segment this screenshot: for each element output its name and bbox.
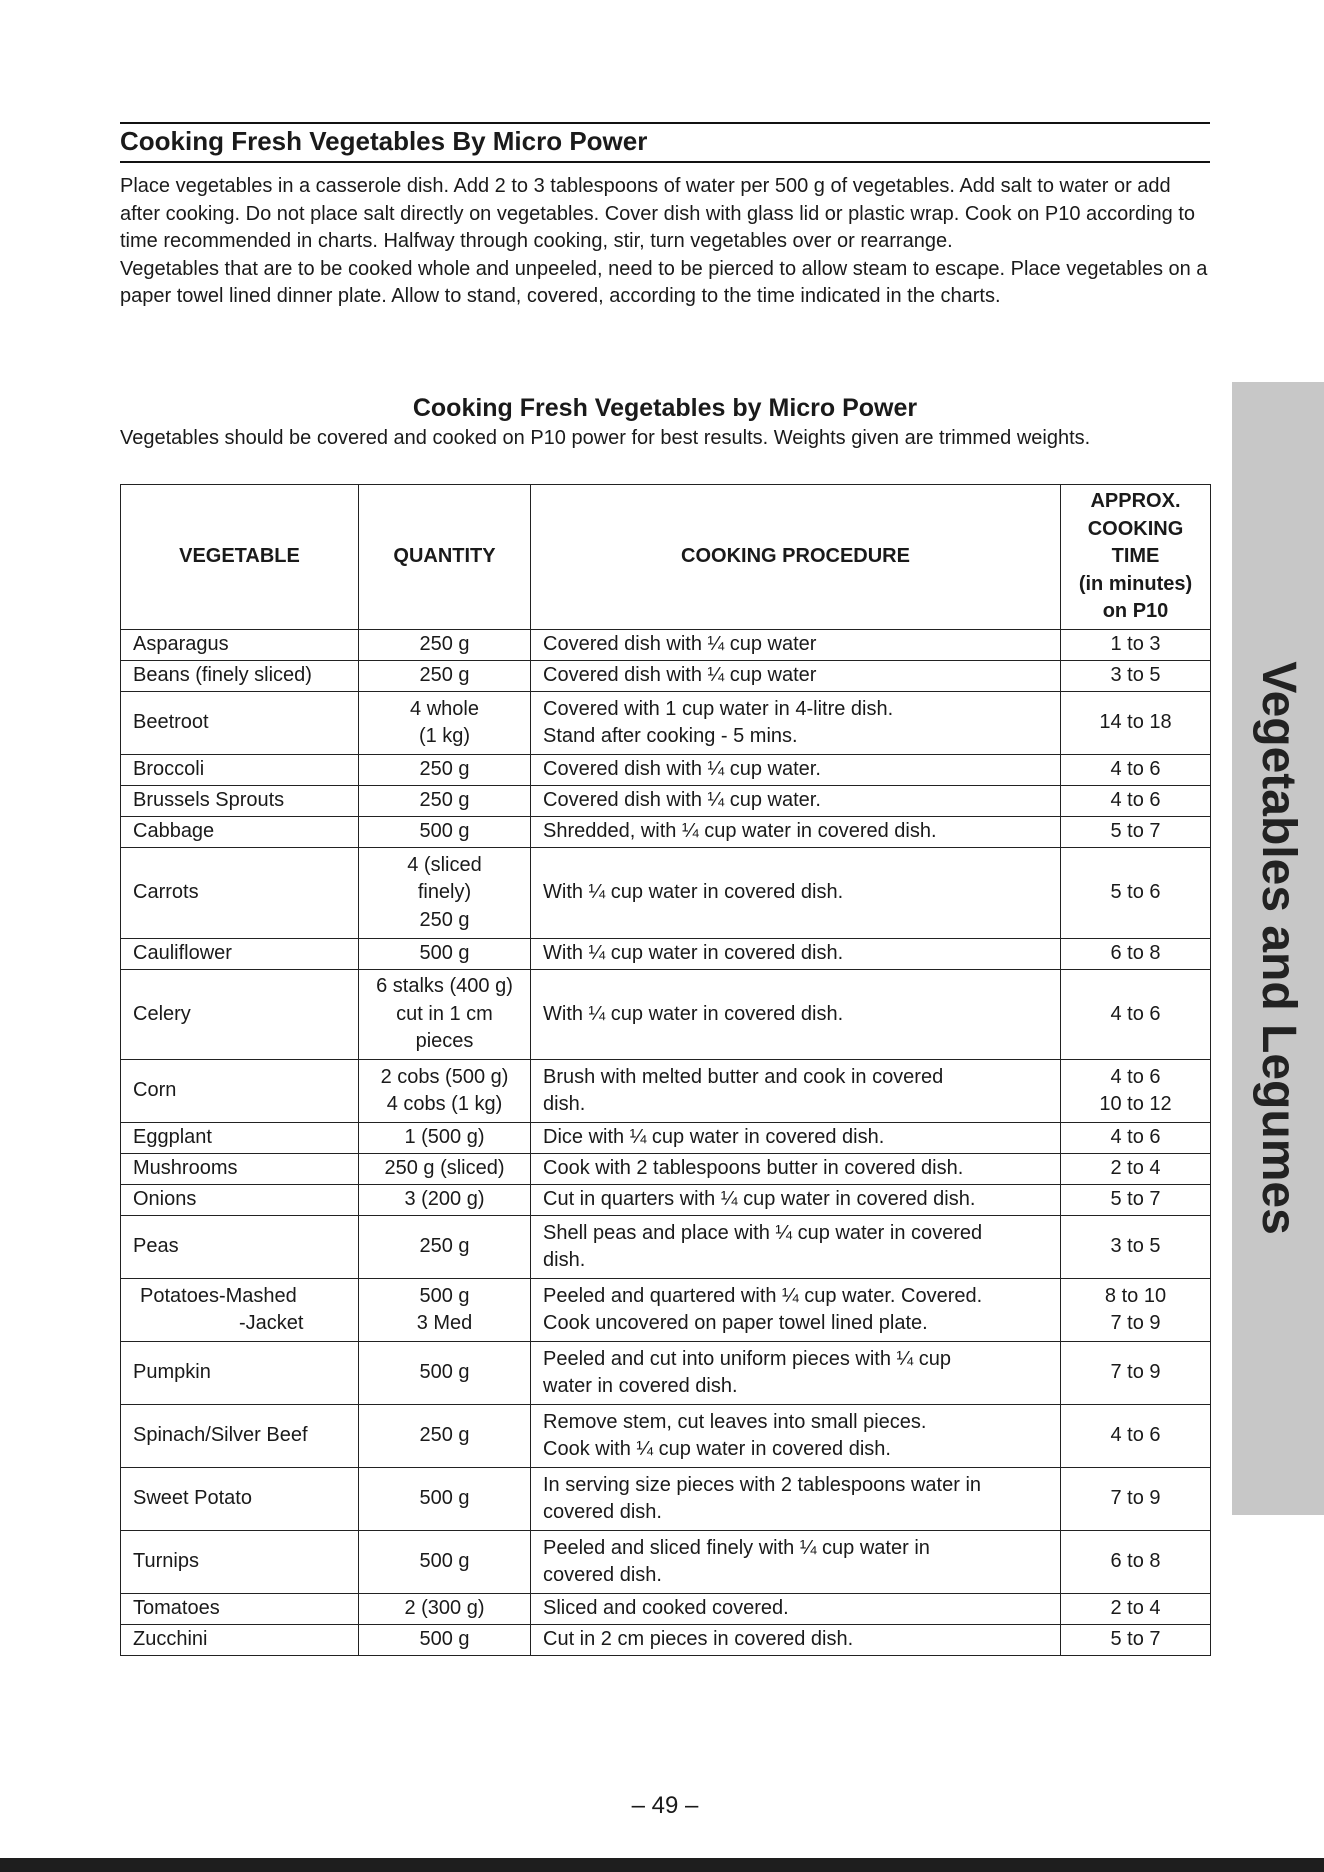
table-row bbox=[121, 786, 1211, 817]
procedure-line: covered dish. bbox=[543, 1564, 662, 1586]
time-line: 4 to 6 bbox=[1110, 1065, 1161, 1088]
vegetable-cell: Onions bbox=[121, 1185, 359, 1216]
vegetable-cooking-table bbox=[120, 484, 1211, 1656]
table-row bbox=[121, 1625, 1211, 1656]
procedure-cell bbox=[531, 1060, 1061, 1123]
procedure-line: dish. bbox=[543, 1093, 586, 1115]
time-cell: 14 to 18 bbox=[1061, 692, 1211, 755]
quantity-cell: 2 (300 g) bbox=[359, 1594, 531, 1625]
quantity-cell: 250 g bbox=[359, 661, 531, 692]
table-row bbox=[121, 1154, 1211, 1185]
quantity-cell bbox=[359, 1279, 531, 1342]
procedure-cell: Dice with ¼ cup water in covered dish. bbox=[531, 1123, 1061, 1154]
procedure-cell: Covered dish with ¼ cup water bbox=[531, 630, 1061, 661]
header-quantity: QUANTITY bbox=[359, 485, 531, 630]
vegetable-cell: Peas bbox=[121, 1216, 359, 1279]
time-cell: 4 to 6 bbox=[1061, 755, 1211, 786]
quantity-cell: 500 g bbox=[359, 817, 531, 848]
quantity-cell: 250 g bbox=[359, 1405, 531, 1468]
time-cell: 4 to 6 bbox=[1061, 969, 1211, 1060]
vegetable-line: -Jacket bbox=[239, 1312, 304, 1334]
quantity-line: 4 (sliced bbox=[407, 853, 482, 876]
procedure-cell: Cut in quarters with ¼ cup water in covered dish. bbox=[531, 1185, 1061, 1216]
quantity-cell bbox=[359, 969, 531, 1060]
table-row bbox=[121, 1342, 1211, 1405]
table-row bbox=[121, 1405, 1211, 1468]
procedure-cell bbox=[531, 1342, 1061, 1405]
procedure-line: Brush with melted butter and cook in covered bbox=[543, 1065, 944, 1088]
table-row bbox=[121, 1468, 1211, 1531]
title-rule-top bbox=[120, 122, 1210, 124]
vegetable-cell: Brussels Sprouts bbox=[121, 786, 359, 817]
quantity-cell: 250 g bbox=[359, 1216, 531, 1279]
procedure-line: Peeled and quartered with ¼ cup water. Covered. bbox=[543, 1284, 983, 1307]
procedure-cell: With ¼ cup water in covered dish. bbox=[531, 848, 1061, 939]
quantity-cell: 500 g bbox=[359, 938, 531, 969]
quantity-cell bbox=[359, 692, 531, 755]
table-row bbox=[121, 692, 1211, 755]
intro-paragraph: Vegetables that are to be cooked whole and unpeeled, need to be pierced to allow steam to escape. Place vegetables on a paper towel lined dinner plate. Allow to stand, covered, according to the time indicated in the charts. bbox=[120, 257, 1208, 307]
procedure-cell: Covered dish with ¼ cup water bbox=[531, 661, 1061, 692]
time-cell: 6 to 8 bbox=[1061, 1531, 1211, 1594]
intro-paragraph: Place vegetables in a casserole dish. Add 2 to 3 tablespoons of water per 500 g of vegetables. Add salt to water or add after cooking. Do not place salt directly on vegetables. Cover dish with glass lid or plastic wrap. Cook on P10 according to time recommended in charts. Halfway through cooking, stir, turn vegetables over or rearrange. bbox=[120, 175, 1195, 252]
vegetable-cell: Carrots bbox=[121, 848, 359, 939]
time-cell: 4 to 6 bbox=[1061, 1405, 1211, 1468]
procedure-cell bbox=[531, 1216, 1061, 1279]
table-body bbox=[121, 630, 1211, 1656]
time-cell: 5 to 7 bbox=[1061, 1625, 1211, 1656]
procedure-cell: Cook with 2 tablespoons butter in covered dish. bbox=[531, 1154, 1061, 1185]
bottom-band bbox=[0, 1858, 1324, 1872]
procedure-line: Shell peas and place with ¼ cup water in covered bbox=[543, 1221, 983, 1244]
vegetable-cell: Pumpkin bbox=[121, 1342, 359, 1405]
page-number: – 49 – bbox=[631, 1792, 699, 1819]
quantity-line: 500 g bbox=[419, 1284, 470, 1307]
header-vegetable: VEGETABLE bbox=[121, 485, 359, 630]
quantity-cell: 250 g bbox=[359, 755, 531, 786]
procedure-cell: Shredded, with ¼ cup water in covered dish. bbox=[531, 817, 1061, 848]
quantity-cell: 1 (500 g) bbox=[359, 1123, 531, 1154]
procedure-line: dish. bbox=[543, 1249, 586, 1271]
vegetable-cell: Turnips bbox=[121, 1531, 359, 1594]
time-cell: 7 to 9 bbox=[1061, 1468, 1211, 1531]
time-cell bbox=[1061, 1060, 1211, 1123]
vegetable-cell: Celery bbox=[121, 969, 359, 1060]
table-note: Vegetables should be covered and cooked on P10 power for best results. Weights given are trimmed weights. bbox=[120, 427, 1091, 449]
section-title: Cooking Fresh Vegetables By Micro Power bbox=[120, 126, 648, 156]
header-time bbox=[1061, 485, 1211, 630]
intro-text bbox=[120, 173, 1210, 311]
table-row bbox=[121, 630, 1211, 661]
vegetable-cell: Sweet Potato bbox=[121, 1468, 359, 1531]
procedure-line: Peeled and sliced finely with ¼ cup water in bbox=[543, 1536, 930, 1559]
procedure-line: Cook uncovered on paper towel lined plate. bbox=[543, 1312, 928, 1334]
table-row bbox=[121, 1123, 1211, 1154]
table-row bbox=[121, 848, 1211, 939]
quantity-cell bbox=[359, 848, 531, 939]
vegetable-cell: Beans (finely sliced) bbox=[121, 661, 359, 692]
procedure-cell: With ¼ cup water in covered dish. bbox=[531, 969, 1061, 1060]
procedure-cell bbox=[531, 692, 1061, 755]
quantity-cell: 250 g bbox=[359, 630, 531, 661]
table-row bbox=[121, 1216, 1211, 1279]
quantity-cell: 500 g bbox=[359, 1468, 531, 1531]
quantity-cell: 3 (200 g) bbox=[359, 1185, 531, 1216]
time-cell bbox=[1061, 1279, 1211, 1342]
vegetable-cell: Mushrooms bbox=[121, 1154, 359, 1185]
quantity-cell: 250 g bbox=[359, 786, 531, 817]
vegetable-cell: Eggplant bbox=[121, 1123, 359, 1154]
header-time-line: on P10 bbox=[1102, 600, 1169, 623]
time-cell: 7 to 9 bbox=[1061, 1342, 1211, 1405]
procedure-line: covered dish. bbox=[543, 1501, 662, 1523]
table-row bbox=[121, 661, 1211, 692]
procedure-line: Stand after cooking - 5 mins. bbox=[543, 725, 798, 747]
vegetable-cell: Spinach/Silver Beef bbox=[121, 1405, 359, 1468]
procedure-line: water in covered dish. bbox=[543, 1375, 738, 1397]
table-header-row bbox=[121, 485, 1211, 630]
quantity-cell: 500 g bbox=[359, 1342, 531, 1405]
quantity-line: 3 Med bbox=[416, 1312, 473, 1334]
procedure-cell: Sliced and cooked covered. bbox=[531, 1594, 1061, 1625]
side-tab-label: Vegetables and Legumes bbox=[1252, 661, 1305, 1235]
time-cell: 4 to 6 bbox=[1061, 1123, 1211, 1154]
procedure-cell: Covered dish with ¼ cup water. bbox=[531, 786, 1061, 817]
quantity-line: 6 stalks (400 g) bbox=[376, 975, 513, 997]
title-rule-bottom bbox=[120, 161, 1210, 163]
time-cell: 4 to 6 bbox=[1061, 786, 1211, 817]
time-cell: 5 to 7 bbox=[1061, 1185, 1211, 1216]
header-time-line: TIME bbox=[1111, 545, 1160, 568]
procedure-line: In serving size pieces with 2 tablespoons water in bbox=[543, 1473, 982, 1496]
procedure-cell bbox=[531, 1531, 1061, 1594]
vegetable-cell: Zucchini bbox=[121, 1625, 359, 1656]
table-title: Cooking Fresh Vegetables by Micro Power bbox=[412, 394, 918, 422]
vegetable-line: Potatoes-Mashed bbox=[140, 1284, 297, 1307]
vegetable-cell: Tomatoes bbox=[121, 1594, 359, 1625]
quantity-line: 4 whole bbox=[410, 697, 479, 720]
procedure-line: Covered with 1 cup water in 4-litre dish. bbox=[543, 697, 894, 720]
vegetable-cell: Beetroot bbox=[121, 692, 359, 755]
vegetable-cell bbox=[121, 1279, 359, 1342]
header-time-line: (in minutes) bbox=[1078, 572, 1193, 595]
table-row bbox=[121, 1279, 1211, 1342]
time-line: 10 to 12 bbox=[1099, 1093, 1172, 1115]
quantity-line: 2 cobs (500 g) bbox=[380, 1065, 509, 1088]
table-row bbox=[121, 1594, 1211, 1625]
vegetable-cell: Asparagus bbox=[121, 630, 359, 661]
side-tab bbox=[1232, 382, 1324, 1515]
time-cell: 5 to 7 bbox=[1061, 817, 1211, 848]
table-row bbox=[121, 969, 1211, 1060]
quantity-line: pieces bbox=[415, 1030, 474, 1052]
header-time-line: COOKING bbox=[1087, 517, 1184, 540]
table-row bbox=[121, 1531, 1211, 1594]
table-row bbox=[121, 938, 1211, 969]
procedure-cell: Cut in 2 cm pieces in covered dish. bbox=[531, 1625, 1061, 1656]
vegetable-cell: Corn bbox=[121, 1060, 359, 1123]
table-row bbox=[121, 817, 1211, 848]
quantity-cell: 250 g (sliced) bbox=[359, 1154, 531, 1185]
procedure-cell: With ¼ cup water in covered dish. bbox=[531, 938, 1061, 969]
quantity-cell: 500 g bbox=[359, 1625, 531, 1656]
procedure-cell bbox=[531, 1405, 1061, 1468]
table-row bbox=[121, 1060, 1211, 1123]
time-cell: 3 to 5 bbox=[1061, 1216, 1211, 1279]
vegetable-cell: Broccoli bbox=[121, 755, 359, 786]
procedure-cell bbox=[531, 1279, 1061, 1342]
time-line: 7 to 9 bbox=[1110, 1312, 1161, 1334]
quantity-line: 250 g bbox=[419, 908, 470, 931]
procedure-line: Remove stem, cut leaves into small pieces. bbox=[543, 1410, 927, 1433]
quantity-line: (1 kg) bbox=[418, 725, 471, 747]
time-cell: 2 to 4 bbox=[1061, 1154, 1211, 1185]
procedure-cell bbox=[531, 1468, 1061, 1531]
quantity-cell bbox=[359, 1060, 531, 1123]
header-procedure: COOKING PROCEDURE bbox=[531, 485, 1061, 630]
quantity-line: cut in 1 cm bbox=[396, 1002, 493, 1025]
time-line: 8 to 10 bbox=[1104, 1284, 1167, 1307]
procedure-cell: Covered dish with ¼ cup water. bbox=[531, 755, 1061, 786]
procedure-line: Cook with ¼ cup water in covered dish. bbox=[543, 1438, 891, 1460]
procedure-line: Peeled and cut into uniform pieces with ¼ cup bbox=[543, 1347, 952, 1370]
time-cell: 3 to 5 bbox=[1061, 661, 1211, 692]
time-cell: 6 to 8 bbox=[1061, 938, 1211, 969]
table-row bbox=[121, 1185, 1211, 1216]
quantity-line: finely) bbox=[417, 881, 472, 903]
header-time-line: APPROX. bbox=[1090, 490, 1181, 513]
table-row bbox=[121, 755, 1211, 786]
quantity-cell: 500 g bbox=[359, 1531, 531, 1594]
time-cell: 5 to 6 bbox=[1061, 848, 1211, 939]
time-cell: 2 to 4 bbox=[1061, 1594, 1211, 1625]
vegetable-cell: Cauliflower bbox=[121, 938, 359, 969]
time-cell: 1 to 3 bbox=[1061, 630, 1211, 661]
quantity-line: 4 cobs (1 kg) bbox=[386, 1093, 503, 1115]
vegetable-cell: Cabbage bbox=[121, 817, 359, 848]
